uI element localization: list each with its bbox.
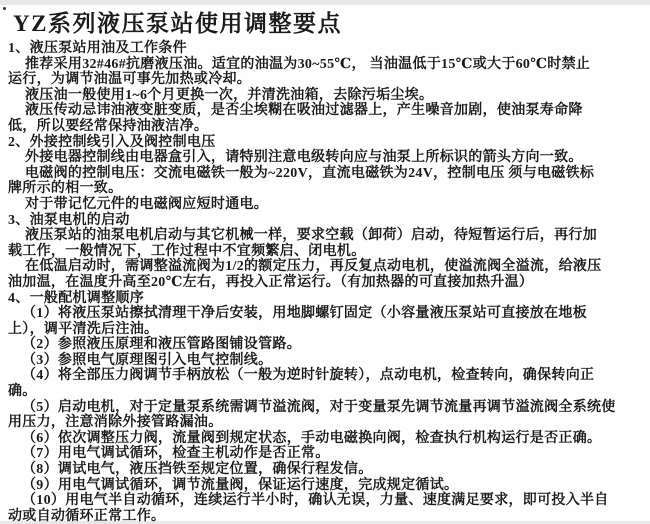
doc-line: 动或自动循环正常工作。	[8, 508, 166, 524]
document-title: YZ系列液压泵站使用调整要点	[13, 11, 342, 36]
list-item-2: （2）参照液压原理和液压管路图铺设管路。	[22, 337, 301, 353]
list-item-4: （4）将全部压力阀调节手柄放松（一般为逆时针旋转），点动电机，检查转向，确保转向正	[22, 368, 595, 384]
doc-line: 载工作，一般情况下，工作过程中不宜频繁启、闭电机。	[8, 243, 366, 259]
document-body	[0, 41, 650, 524]
list-item-9: （9）用电气调试循环，调节流量阀，保证运行速度，完成规定循试。	[22, 477, 459, 493]
doc-line: 牌所示的相一致。	[8, 181, 123, 197]
doc-line: 外接电器控制线由电器盒引入，请特别注意电级转向应与油泵上所标识的箭头方向一致。	[25, 150, 583, 166]
doc-line: 对于带记忆元件的电磁阀应短时通电。	[25, 196, 269, 212]
doc-line: 在低温启动时，需调整溢流阀为1/2的额定压力，再反复点动电机，使溢流阀全溢流，给液压	[25, 259, 602, 275]
scan-speck-artifact	[3, 7, 6, 10]
list-item-3: （3）参照电气原理图引入电气控制线。	[22, 352, 273, 368]
doc-line: 油加温，在温度升高至20℃左右，再投入正常运行。（有加热器的可直接加热升温）	[8, 274, 534, 290]
section-3-heading: 3、油泵电机的启动	[8, 212, 130, 228]
list-item-1: （1）将液压泵站擦拭清理干净后安装，用地脚螺钉固定（小容量液压泵站可直接放在地板	[22, 306, 587, 322]
doc-line: 电磁阀的控制电压：交流电磁铁一般为~220V，直流电磁铁为24V，控制电压 须与电磁铁标	[25, 165, 595, 181]
section-1-heading: 1、液压泵站用油及工作条件	[8, 41, 187, 56]
doc-line: 液压传动忌讳油液变脏变质，是否尘埃糊在吸油过滤器上，产生噪音加剧，使油泵寿命降	[25, 103, 583, 119]
list-item-5: （5）启动电机，对于定量泵系统需调节溢流阀，对于变量泵先调节流量再调节溢流阀全系统使	[22, 399, 616, 415]
doc-line: 推荐采用32#46#抗磨液压油。适宜的油温为30~55℃， 当油温低于15℃或大于60℃时禁止	[25, 56, 591, 72]
doc-line: 低，所以要经常保持油液洁净。	[8, 118, 209, 134]
doc-line: 用压力，注意消除外接管路漏油。	[8, 415, 223, 431]
list-item-7: （7）用电气调试循环，检查主机动作是否正常。	[22, 446, 330, 462]
doc-line: 确。	[8, 384, 37, 400]
list-item-8: （8）调试电气，液压挡铁至规定位置，确保行程发信。	[22, 462, 373, 478]
list-item-6: （6）依次调整压力阀，流量阀到规定状态，手动电磁换向阀，检查执行机构运行是否正确。	[22, 430, 602, 446]
list-item-10: （10）用电气半自动循环，连续运行半小时，确认无误，力量、速度满足要求，即可投入半自	[22, 493, 609, 509]
doc-line: 上），调平清洗后注油。	[8, 321, 159, 337]
doc-line: 运行，为调节油温可事先加热或冷却。	[8, 72, 252, 88]
doc-line: 液压泵站的油泵电机启动与其它机械一样，要求空载（卸荷）启动，待短暂运行后，再行加	[25, 228, 597, 244]
scanned-document-page	[0, 5, 650, 524]
doc-line: 液压油一般使用1~6个月更换一次，并清洗油箱，去除污垢尘埃。	[25, 87, 434, 103]
section-2-heading: 2、外接控制线引入及阀控制电压	[8, 134, 216, 150]
section-4-heading: 4、一般配机调整顺序	[8, 290, 144, 306]
